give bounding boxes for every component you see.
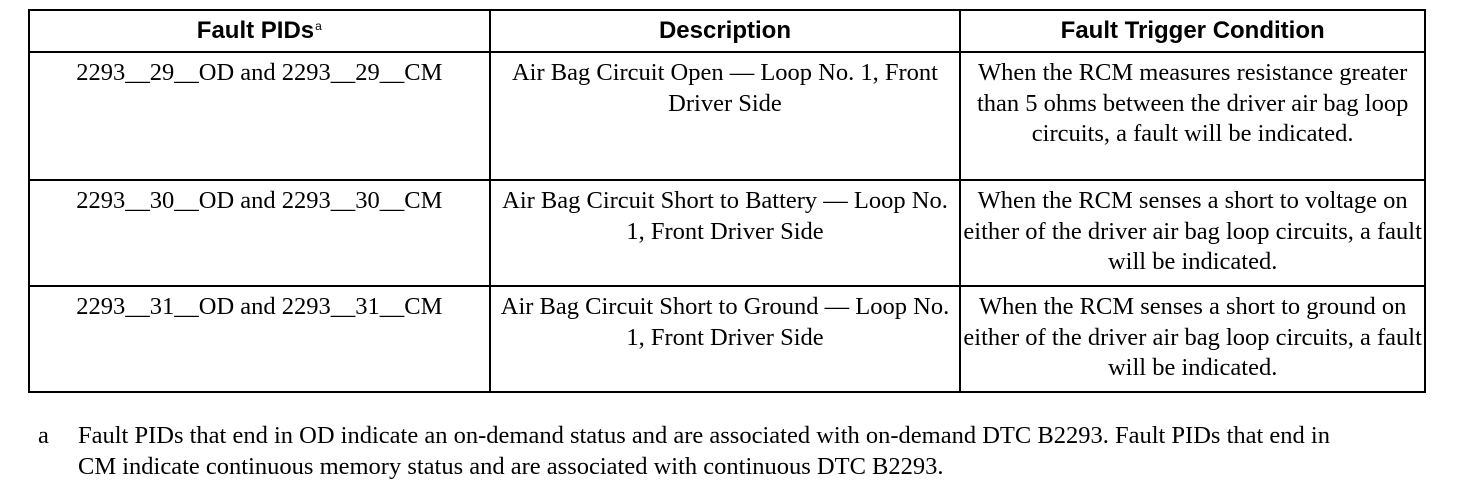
header-description: Description bbox=[490, 10, 961, 52]
table-footnote bbox=[38, 421, 1438, 482]
cell-trigger-condition: When the RCM measures resistance greater than 5 ohms between the driver air bag loop circuits, a fault will be indicated. bbox=[960, 52, 1425, 180]
table-row bbox=[29, 180, 1425, 286]
cell-fault-pid: 2293__29__OD and 2293__29__CM bbox=[29, 52, 490, 180]
fault-pid-table bbox=[28, 9, 1426, 393]
cell-description: Air Bag Circuit Open — Loop No. 1, Front Driver Side bbox=[490, 52, 961, 180]
cell-fault-pid: 2293__30__OD and 2293__30__CM bbox=[29, 180, 490, 286]
cell-description: Air Bag Circuit Short to Battery — Loop No. 1, Front Driver Side bbox=[490, 180, 961, 286]
header-fault-pids bbox=[29, 10, 490, 52]
cell-fault-pid: 2293__31__OD and 2293__31__CM bbox=[29, 286, 490, 392]
cell-description: Air Bag Circuit Short to Ground — Loop No. 1, Front Driver Side bbox=[490, 286, 961, 392]
footnote-marker: a bbox=[38, 422, 49, 449]
cell-trigger-condition: When the RCM senses a short to voltage on either of the driver air bag loop circuits, a fault will be indicated. bbox=[960, 180, 1425, 286]
footnote-ref: a bbox=[315, 19, 322, 33]
table-header-row bbox=[29, 10, 1425, 52]
cell-trigger-condition: When the RCM senses a short to ground on either of the driver air bag loop circuits, a fault will be indicated. bbox=[960, 286, 1425, 392]
table-row bbox=[29, 286, 1425, 392]
header-fault-trigger-condition: Fault Trigger Condition bbox=[960, 10, 1425, 52]
footnote-text: Fault PIDs that end in OD indicate an on-demand status and are associated with on-demand DTC B2293. Fault PIDs that end in CM indicate continuous memory status and are associated with continuous DTC B2293. bbox=[78, 422, 1330, 480]
table-row bbox=[29, 52, 1425, 180]
header-fault-pids-label: Fault PIDs bbox=[196, 17, 315, 44]
